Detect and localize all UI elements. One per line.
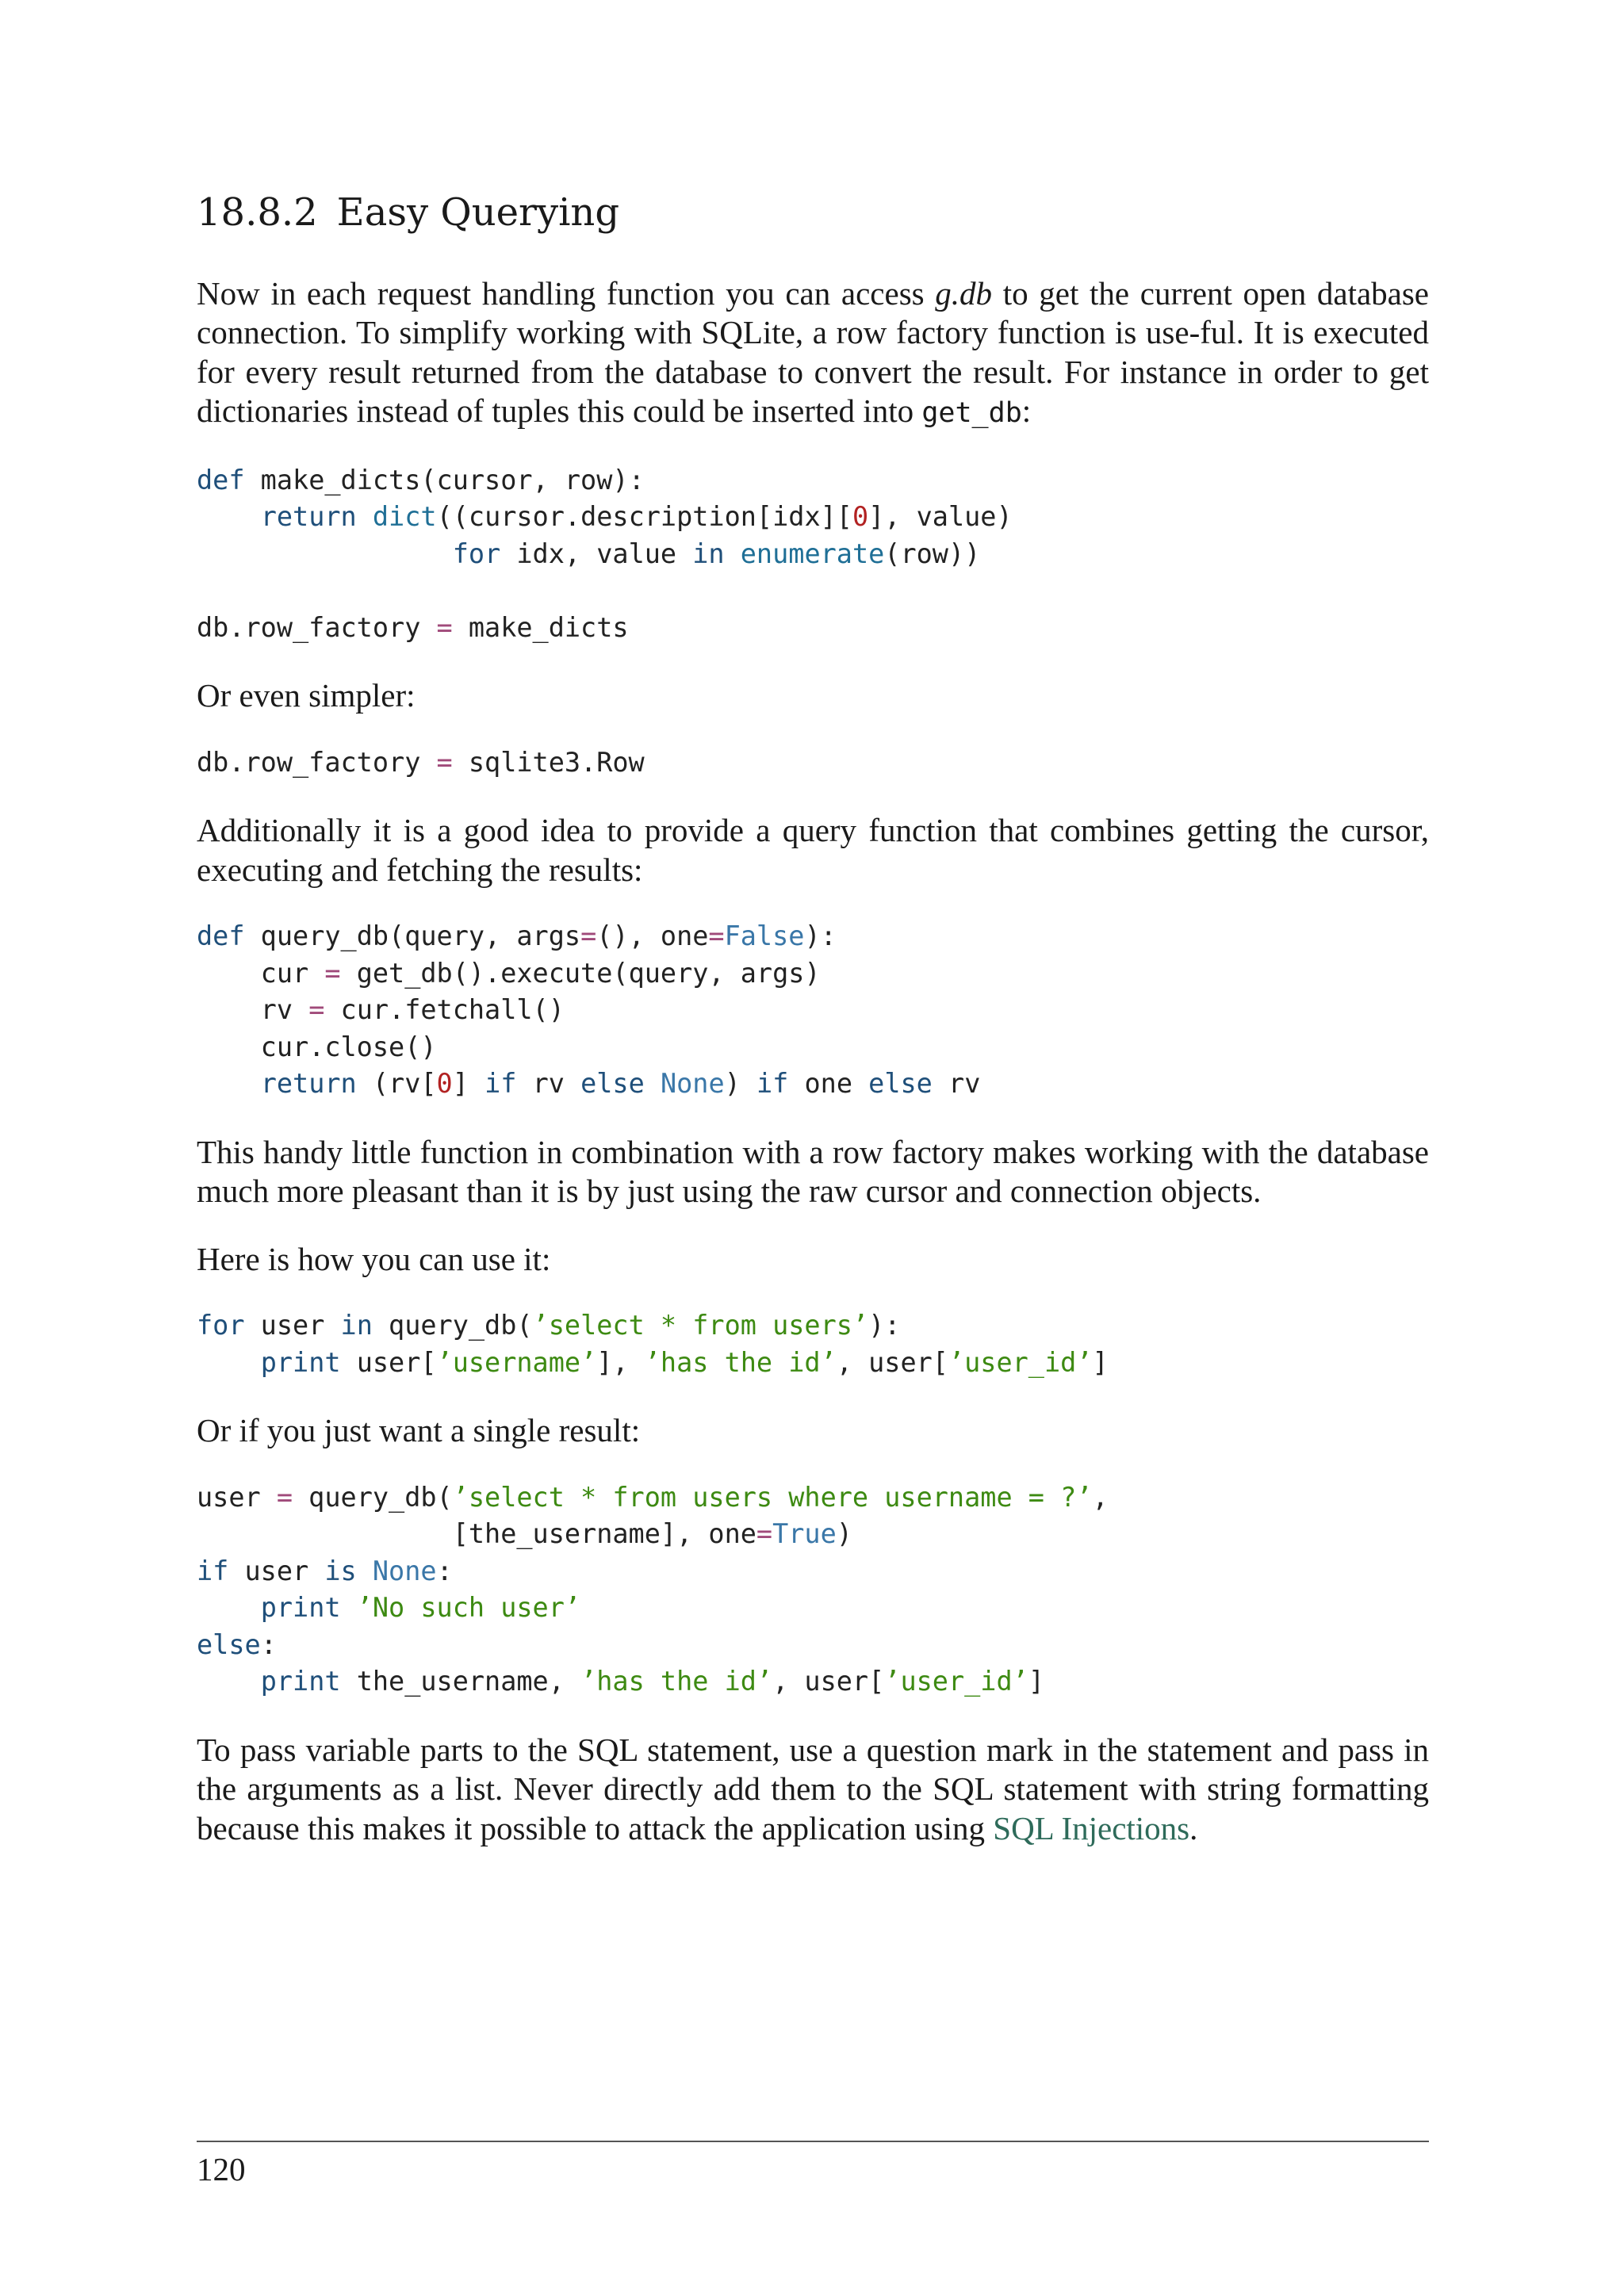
section-heading xyxy=(197,190,1429,236)
paragraph-sql-injection xyxy=(197,1731,1429,1849)
footer-divider xyxy=(197,2141,1429,2142)
text-run: Now in each request handling function you can access xyxy=(197,274,936,312)
text-run: : xyxy=(1021,392,1032,430)
paragraph-intro xyxy=(197,274,1429,434)
paragraph-even-simpler: Or even simpler: xyxy=(197,677,416,714)
sql-injections-link[interactable]: SQL Injections xyxy=(993,1809,1190,1846)
code-block-make-dicts: def make_dicts(cursor, row): return dict((cursor.description[idx][0], value) for idx, value in enumerate(row)) db.row_factory = make_dicts xyxy=(197,464,1013,643)
section-number: 18.8.2 xyxy=(197,190,318,235)
code-block-sqlite-row: db.row_factory = sqlite3.Row xyxy=(197,746,645,778)
emphasis-gdb: g.db xyxy=(935,274,993,312)
inline-code-get-db: get_db xyxy=(921,397,1022,430)
text-run: To pass variable parts to the SQL statement, use a question mark in the statement and pass in the arguments as a list. Never directly add them to the SQL statement with string formatting because this makes it possible to attack the application using xyxy=(197,1731,1429,1846)
text-run: . xyxy=(1189,1809,1198,1846)
paragraph-handy-function: This handy little function in combination with a row factory makes working with the database much more pleasant than it is by just using the raw cursor and connection objects. xyxy=(197,1133,1429,1210)
paragraph-query-function: Additionally it is a good idea to provide a query function that combines getting the cursor, executing and fetching the results: xyxy=(197,812,1429,888)
paragraph-how-to-use: Here is how you can use it: xyxy=(197,1240,551,1277)
page-number: 120 xyxy=(197,2151,246,2187)
code-block-usage: for user in query_db(’select * from users’): print user[’username’], ’has the id’, user[’user_id’] xyxy=(197,1310,1109,1378)
code-block-single-result: user = query_db(’select * from users where username = ?’, [the_username], one=True) if user is None: print ’No such user’ else: print the_username, ’has the id’, user[’user_id’] xyxy=(197,1481,1109,1697)
code-block-query-db: def query_db(query, args=(), one=False): cur = get_db().execute(query, args) rv = cur.fetchall() cur.close() return (rv[0] if rv else None) if one else rv xyxy=(197,920,981,1100)
section-title: Easy Querying xyxy=(336,190,620,235)
text-run: to get the current open database connection. To simplify working with SQLite, a row factory function is use-ful. It is executed for every result returned from the database to convert the result. For instance in order to get dictionaries instead of tuples this could be inserted into xyxy=(197,274,1430,430)
page-content xyxy=(197,190,1429,1877)
paragraph-single-result: Or if you just want a single result: xyxy=(197,1412,641,1449)
